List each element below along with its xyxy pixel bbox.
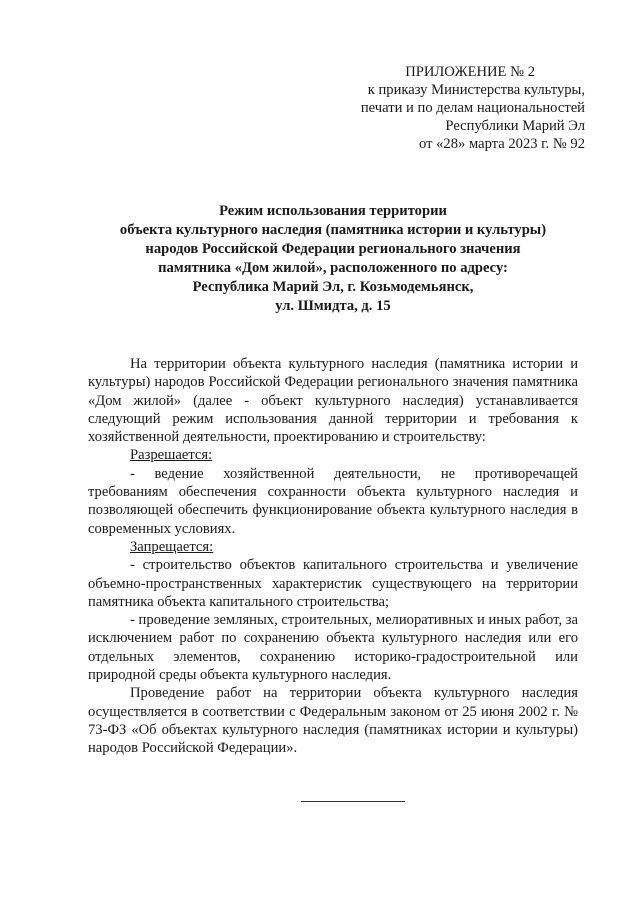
allowed-label-text: Разрешается: bbox=[130, 447, 213, 464]
title-line: памятника «Дом жилой», расположенного по адресу: bbox=[158, 260, 508, 276]
appendix-header bbox=[300, 63, 585, 153]
title-line: ул. Шмидта, д. 15 bbox=[275, 298, 391, 314]
forbidden-label bbox=[88, 538, 578, 556]
allowed-label bbox=[88, 446, 578, 464]
appendix-line: к приказу Министерства культуры, bbox=[367, 82, 585, 98]
closing-paragraph: Проведение работ на территории объекта культурного наследия осуществляется в соответствии с Федеральным законом от 25 июня 2002 г. № 73-ФЗ «Об объектах культурного наследия (памятниках истории и культуры) народов Российской Федерации». bbox=[88, 685, 578, 757]
forbidden-item: - проведение земляных, строительных, мелиоративных и иных работ, за исключением работ по сохранению объекта культурного наследия или его отдельных элементов, сохранению историко-градостроительной или природной среды объекта культурного наследия. bbox=[88, 612, 578, 684]
title-line: Республика Марий Эл, г. Козьмодемьянск, bbox=[192, 279, 474, 295]
appendix-line: от «28» марта 2023 г. № 92 bbox=[418, 136, 585, 152]
end-divider bbox=[301, 801, 405, 802]
document-body bbox=[88, 355, 578, 758]
title-line: объекта культурного наследия (памятника истории и культуры) bbox=[119, 222, 547, 238]
allowed-item: - ведение хозяйственной деятельности, не противоречащей требованиям обеспечения сохранности объекта культурного наследия и позволяющей обеспечить функционирование объекта культурного наследия в современных условиях. bbox=[88, 465, 578, 537]
appendix-line: Республики Марий Эл bbox=[445, 118, 585, 134]
title-line: Режим использования территории bbox=[219, 203, 447, 219]
forbidden-item: - строительство объектов капитального строительства и увеличение объемно-пространственных характеристик существующего на территории памятника объекта капитального строительства; bbox=[88, 557, 578, 610]
intro-paragraph: На территории объекта культурного наследия (памятника истории и культуры) народов Российской Федерации регионального значения памятника «Дом жилой» (далее - объект культурного наследия) устанавливается следующий режим использования данной территории и требования к хозяйственной деятельности, проектированию и строительству: bbox=[88, 356, 578, 446]
document-title bbox=[88, 202, 578, 316]
appendix-heading: ПРИЛОЖЕНИЕ № 2 bbox=[405, 64, 535, 80]
forbidden-label-text: Запрещается: bbox=[130, 538, 214, 555]
appendix-line: печати и по делам национальностей bbox=[360, 100, 585, 116]
title-line: народов Российской Федерации регионального значения bbox=[145, 241, 521, 257]
